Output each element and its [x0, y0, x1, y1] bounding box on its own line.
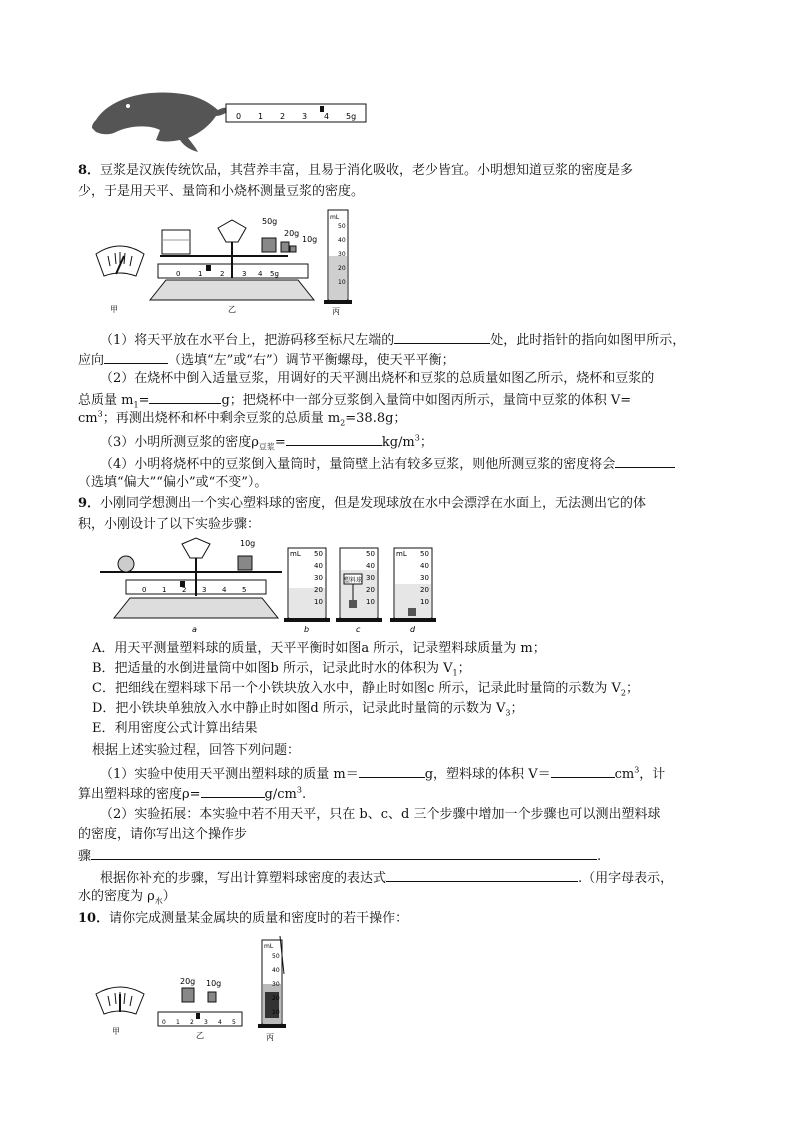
q8-answer-blank-3[interactable] [149, 390, 221, 404]
q9-intro-line1 [78, 495, 728, 513]
ruler-tick-label: 2 [182, 586, 187, 594]
pointer-dial-icon [96, 246, 144, 276]
cylinder-tick: 40 [366, 562, 375, 570]
ruler-tick-label: 2 [280, 112, 286, 121]
cylinder-tick: 30 [272, 981, 280, 988]
ruler-tick-label: 4 [222, 586, 227, 594]
q8-intro-text1: 豆浆是汉族传统饮品，其营养丰富，且易于消化吸收，老少皆宜。小明想知道豆浆的密度是多 [100, 163, 634, 178]
cylinder-tick: 30 [366, 574, 375, 582]
balance-scale-icon [100, 538, 282, 618]
q8-m1-subscript: 1 [133, 400, 139, 410]
q8-part4-line2 [78, 474, 728, 492]
cylinder-tick: 40 [272, 967, 280, 974]
q8-p1-text3: 应向 [78, 353, 105, 368]
q9-sub3-line2 [78, 888, 728, 906]
figure-label-bing: 丙 [332, 307, 340, 316]
q9-s1-text3: 算出塑料球的密度ρ= [78, 787, 201, 802]
q8-intro-text2: 少，于是用天平、量筒和小烧杯测量豆浆的密度。 [78, 184, 365, 199]
cylinder-tick: 50 [366, 550, 375, 558]
weight-10g-icon [208, 992, 216, 1002]
weight-label-20g: 20g [284, 229, 300, 238]
q9-intro-line2 [78, 516, 728, 534]
q8-p2-text5: =38.8g； [345, 411, 407, 426]
q9-sub1-line1 [100, 764, 750, 784]
q9-s2-text3: 骤 [78, 849, 92, 864]
cylinder-tick: 40 [338, 237, 346, 244]
q10-number: 10． [78, 911, 110, 926]
weight-label-10g: 10g [302, 235, 318, 244]
q8-p2-text2: 总质量 m [78, 393, 134, 408]
weight-label-50g: 50g [262, 217, 278, 226]
q9-s2-end: . [597, 849, 602, 864]
q8-rho-subscript: 豆浆 [258, 442, 275, 452]
ruler-tick-label: 3 [242, 270, 247, 278]
figure-label-jia: 甲 [110, 305, 118, 314]
cylinder-unit: mL [264, 943, 274, 950]
q8-p2-text3: g；把烧杯中一部分豆浆倒入量筒中如图丙所示，量筒中豆浆的体积 V= [221, 393, 632, 408]
q8-p1-text4: （选填“左”或“右”）调节平衡螺母，使天平平衡； [168, 353, 455, 368]
ruler-tick-label: 3 [202, 586, 207, 594]
q9-sub1-line2 [78, 784, 728, 804]
q8-answer-blank-5[interactable] [615, 454, 675, 468]
q9-s1-end2: . [301, 787, 307, 802]
q8-part3-line [100, 432, 750, 452]
q9-s2-text2: 的密度，请你写出这个操作步 [78, 827, 248, 842]
ruler-tick-label: 5g [270, 270, 279, 278]
cylinder-tick: 20 [314, 586, 323, 594]
ruler-tick-label: 4 [218, 1019, 222, 1026]
ruler-tick-label: 0 [162, 1019, 166, 1026]
q9-step-d-text: D．把小铁块单独放入水中静止时如图d 所示，记录此时量筒的示数为 V [92, 701, 506, 716]
measuring-cylinder-c-icon [336, 548, 382, 622]
cylinder-tick: 20 [272, 995, 280, 1002]
q8-part2-line2 [78, 390, 728, 410]
weight-label-20g: 20g [180, 977, 196, 986]
q10-figure [90, 934, 310, 1054]
ruler-tick-label: 3 [204, 1019, 208, 1026]
ruler-tick-label: 0 [236, 112, 242, 121]
cylinder-tick: 50 [272, 953, 280, 960]
cylinder-tick: 10 [366, 598, 375, 606]
q8-p2-eq: = [138, 393, 150, 408]
q10-intro-line [78, 910, 728, 928]
measuring-cylinder-b-icon [284, 548, 330, 622]
q8-p3-text: （3）小明所测豆浆的密度ρ [100, 435, 259, 450]
cylinder-tick: 40 [314, 562, 323, 570]
q9-s3-text2: .（用字母表示， [578, 871, 674, 886]
q8-m2-subscript: 2 [340, 418, 346, 428]
q9-s3-text: 根据你补充的步骤，写出计算塑料球密度的表达式 [100, 871, 387, 886]
ruler-tick-label: 0 [142, 586, 147, 594]
q8-p2-unit: cm [78, 411, 98, 426]
q9-step-c [92, 680, 742, 698]
q9-step-e [92, 720, 742, 738]
q9-answer-blank-4[interactable] [91, 846, 597, 860]
measuring-cylinder-icon [324, 210, 352, 304]
q9-sub2-line1 [100, 806, 750, 824]
q10-intro-text: 请你完成测量某金属块的质量和密度时的若干操作： [109, 911, 409, 926]
q8-cm3-superscript: 3 [97, 409, 103, 419]
ruler-tick-label: 2 [220, 270, 225, 278]
ruler-tick-label: 5 [242, 586, 247, 594]
q9-sub2-line3 [78, 846, 728, 866]
ruler-tick-label: 4 [324, 112, 330, 121]
pointer-dial-icon [96, 987, 144, 1014]
cylinder-tick: 50 [420, 550, 429, 558]
q8-answer-blank-2[interactable] [104, 350, 168, 364]
top-figure [88, 80, 378, 155]
q9-answer-blank-3[interactable] [201, 784, 265, 798]
cylinder-tick: 10 [314, 598, 323, 606]
q9-sub2-line2 [78, 826, 728, 844]
ruler-tick-label: 2 [190, 1019, 194, 1026]
figure-label-c: c [356, 625, 361, 634]
ruler-tick-label: 1 [176, 1019, 180, 1026]
weight-20g-icon [182, 988, 194, 1002]
q9-s1-unit: cm [614, 767, 635, 782]
measuring-cylinder-icon [258, 936, 286, 1028]
beam-ruler-icon [158, 1012, 242, 1026]
dolphin-icon [92, 92, 230, 152]
q9-intro-text2: 积，小刚设计了以下实验步骤： [78, 517, 261, 532]
figure-label-a: a [192, 625, 197, 634]
q9-v3-subscript: 3 [505, 708, 511, 718]
q9-step-d [92, 700, 742, 718]
q9-answer-blank-1[interactable] [359, 764, 425, 778]
q9-v2-subscript: 2 [620, 688, 626, 698]
cylinder-tick: 20 [366, 586, 375, 594]
figure-label-bing: 丙 [266, 1033, 274, 1042]
q9-rho-water-subscript: 水 [154, 896, 163, 906]
ruler-tick-label: 3 [302, 112, 308, 121]
q9-figure [96, 536, 446, 636]
plastic-ball-label: 塑料球 [344, 577, 363, 584]
cylinder-tick: 10 [338, 279, 346, 286]
cylinder-tick: 10 [420, 598, 429, 606]
ruler-tick-label: 1 [198, 270, 203, 278]
ruler-tick-label: 4 [258, 270, 263, 278]
q9-s3-text3: 水的密度为 ρ [78, 889, 155, 904]
q9-lead-text: 根据上述实验过程，回答下列问题： [92, 743, 301, 758]
q9-step-b-end: ； [457, 661, 471, 676]
ruler-tick-label: 5g [346, 112, 357, 121]
weight-label-10g: 10g [240, 539, 256, 548]
q8-part1-line1 [100, 330, 750, 350]
weight-label-10g: 10g [206, 979, 222, 988]
q9-s3-end: ） [162, 889, 176, 904]
q9-step-b-text: B．把适量的水倒进量筒中如图b 所示，记录此时水的体积为 V [92, 661, 453, 676]
measuring-cylinder-d-icon [390, 548, 436, 622]
cylinder-tick: 30 [314, 574, 323, 582]
q8-part4-line1 [100, 454, 750, 474]
figure-label-b: b [304, 625, 310, 634]
q8-p3-end: ； [419, 435, 433, 450]
ruler-tick-label: 5 [232, 1019, 236, 1026]
ruler-tick-label: 1 [162, 586, 167, 594]
cylinder-tick: 50 [338, 223, 346, 230]
figure-label-d: d [410, 625, 416, 634]
cylinder-tick: 30 [338, 251, 346, 258]
q8-p4-text: （4）小明将烧杯中的豆浆倒入量筒时，量筒壁上沾有较多豆浆，则他所测豆浆的密度将会 [100, 457, 616, 472]
q9-intro-text1: 小刚同学想测出一个实心塑料球的密度，但是发现球放在水中会漂浮在水面上，无法测出它的体 [100, 496, 647, 511]
q9-step-e-text: E．利用密度公式计算出结果 [92, 721, 258, 736]
figure-label-yi: 乙 [228, 305, 236, 314]
q9-s1-text2: g，塑料球的体积 V＝ [424, 767, 551, 782]
figure-label-yi: 乙 [196, 1031, 204, 1040]
q8-p3-unit: kg/m [381, 435, 415, 450]
q9-s2-text: （2）实验拓展：本实验中若不用天平，只在 b、c、d 三个步骤中增加一个步骤也可以测出塑料球 [100, 807, 661, 822]
q8-number: 8． [78, 163, 101, 178]
cylinder-tick: 40 [420, 562, 429, 570]
q9-answer-blank-5[interactable] [386, 868, 578, 882]
cylinder-unit: mL [396, 550, 407, 558]
q8-part1-line2 [78, 350, 728, 370]
q8-p4-text2: （选填“偏大”“偏小”或“不变”）。 [78, 475, 268, 490]
q9-gcm3-superscript: 3 [296, 785, 302, 795]
q9-step-a-text: A．用天平测量塑料球的质量，天平平衡时如图a 所示，记录塑料球质量为 m； [92, 641, 546, 656]
q9-number: 9． [78, 496, 101, 511]
q8-answer-blank-1[interactable] [394, 330, 490, 344]
q9-s1-end: ，计 [639, 767, 666, 782]
q9-s1-text: （1）实验中使用天平测出塑料球的质量 m＝ [100, 767, 359, 782]
q8-m3-superscript: 3 [414, 433, 420, 443]
q8-part2-line1 [100, 370, 750, 388]
figure-label-jia: 甲 [112, 1027, 120, 1036]
q9-answer-blank-2[interactable] [551, 764, 615, 778]
q8-intro-line1 [78, 162, 728, 180]
q8-figure [88, 208, 368, 323]
q9-step-d-end: ； [510, 701, 524, 716]
q8-answer-blank-4[interactable] [286, 432, 382, 446]
cylinder-unit: mL [330, 214, 340, 221]
q8-p1-text: （1）将天平放在水平台上，把游码移至标尺左端的 [100, 333, 395, 348]
q9-cm3-superscript: 3 [634, 765, 640, 775]
q9-step-c-end: ； [625, 681, 639, 696]
cylinder-tick: 20 [420, 586, 429, 594]
cylinder-tick: 20 [338, 265, 346, 272]
cylinder-tick: 30 [420, 574, 429, 582]
q8-part2-line3 [78, 410, 728, 428]
top-ruler [226, 104, 366, 122]
q8-p2-text4: ；再测出烧杯和杯中剩余豆浆的总质量 m [102, 411, 341, 426]
cylinder-tick: 50 [314, 550, 323, 558]
q9-step-b [92, 660, 742, 678]
q8-p2-text: （2）在烧杯中倒入适量豆浆，用调好的天平测出烧杯和豆浆的总质量如图乙所示，烧杯和豆浆的 [100, 371, 655, 386]
q9-s1-unit2: g/cm [264, 787, 297, 802]
q9-lead [92, 742, 742, 760]
cylinder-unit: mL [290, 550, 301, 558]
q8-intro-line2 [78, 183, 728, 201]
q9-sub3-line1 [100, 868, 750, 888]
ruler-tick-label: 0 [176, 270, 181, 278]
q9-step-a [92, 640, 742, 658]
cylinder-tick: 10 [272, 1009, 280, 1016]
q9-step-c-text: C．把细线在塑料球下吊一个小铁块放入水中，静止时如图c 所示，记录此时量筒的示数为 V [92, 681, 621, 696]
ruler-tick-label: 1 [258, 112, 264, 121]
q8-p3-eq: = [274, 435, 286, 450]
q8-p1-text2: 处，此时指针的指向如图甲所示， [490, 333, 686, 348]
q9-v1-subscript: 1 [452, 668, 458, 678]
